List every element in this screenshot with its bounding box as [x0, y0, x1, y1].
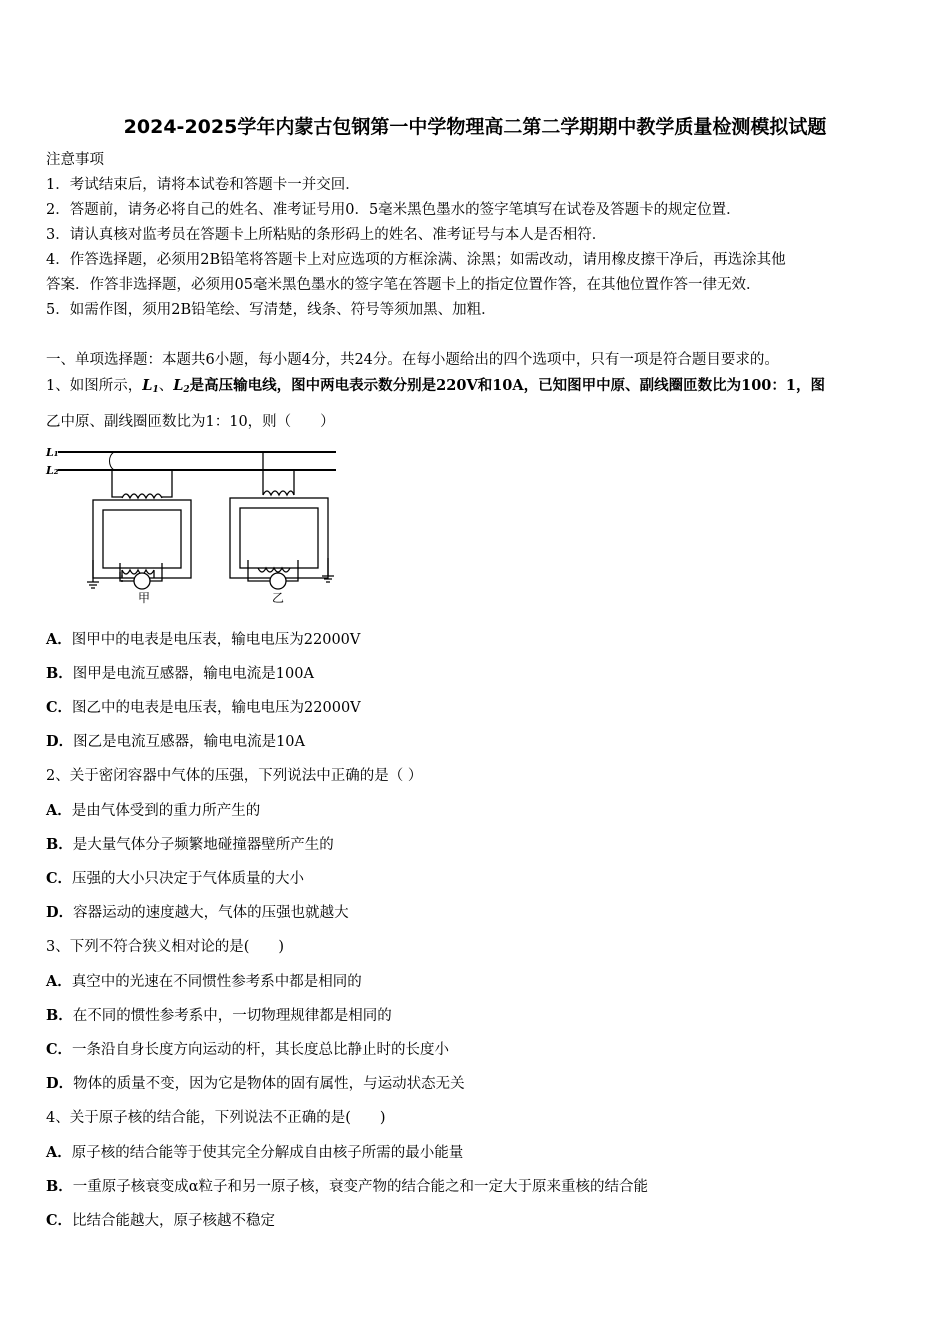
q1-option-b: B．图甲是电流互感器，输电电流是100A: [46, 665, 314, 682]
notice-item: 2．答题前，请务必将自己的姓名、准考证号用0．5毫米黑色墨水的签字笔填写在试卷及答题卡的规定位置．: [46, 202, 741, 218]
q1-suffix: 是高压输电线，图中两电表示数分别是220V和10A，已知图甲中原、副线圈匝数比为100：1，图: [189, 377, 825, 394]
notice-item: 答案．作答非选择题，必须用05毫米黑色墨水的签字笔在答题卡上的指定位置作答，在其他位置作答一律无效．: [46, 277, 761, 293]
question-3-stem: 3、下列不符合狭义相对论的是( ): [46, 939, 285, 955]
q1-sep: 、: [158, 378, 174, 394]
question-4-stem: 4、关于原子核的结合能，下列说法不正确的是( ): [46, 1110, 386, 1126]
core-inner-right: [240, 508, 318, 568]
question-1-stem-line2: 乙中原、副线圈匝数比为1：10，则（ ）: [46, 414, 335, 430]
q4-option-a: A．原子核的结合能等于使其完全分解成自由核子所需的最小能量: [46, 1144, 464, 1161]
question-1-stem-line1: [46, 376, 825, 400]
q3-option-a: A．真空中的光速在不同惯性参考系中都是相同的: [46, 973, 362, 990]
page-title: 2024-2025学年内蒙古包钢第一中学物理高二第二学期期中教学质量检测模拟试题: [123, 116, 827, 138]
q2-option-c: C．压强的大小只决定于气体质量的大小: [46, 870, 305, 887]
q4-option-c: C．比结合能越大，原子核越不稳定: [46, 1212, 276, 1229]
q1-option-d: D．图乙是电流互感器，输电电流是10A: [46, 733, 305, 750]
q3-option-b: B．在不同的惯性参考系中，一切物理规律都是相同的: [46, 1007, 392, 1024]
notice-item: 3．请认真核对监考员在答题卡上所粘贴的条形码上的姓名、准考证号与本人是否相符．: [46, 227, 607, 243]
caption-right: 乙: [272, 591, 285, 605]
wire-label-l1: $L_1$: [142, 377, 159, 395]
section-heading: 一、单项选择题：本题共6小题，每小题4分，共24分。在每小题给出的四个选项中，只有一项是符合题目要求的。: [46, 352, 779, 368]
wire-label-l2: $L_2$: [173, 377, 190, 395]
wire-label-l1-figure: L₁: [46, 446, 59, 459]
q1-option-c: C．图乙中的电表是电压表，输电电压为22000V: [46, 699, 361, 716]
core-inner-left: [103, 510, 181, 568]
core-outer-left: [93, 500, 191, 578]
q2-option-a: A．是由气体受到的重力所产生的: [46, 802, 261, 819]
q4-option-b: B．一重原子核衰变成α粒子和另一原子核，衰变产物的结合能之和一定大于原来重核的结合能: [46, 1178, 649, 1195]
notice-item: 4．作答选择题，必须用2B铅笔将答题卡上对应选项的方框涂满、涂黑；如需改动，请用橡皮擦干净后，再选涂其他: [46, 252, 786, 268]
caption-left: 甲: [138, 591, 151, 605]
notice-item: 5．如需作图，须用2B铅笔绘、写清楚，线条、符号等须加黑、加粗．: [46, 302, 496, 318]
transformer-circuit-figure: [44, 440, 344, 610]
meter-right: [270, 573, 286, 589]
notice-heading: 注意事项: [46, 152, 104, 168]
q2-option-d: D．容器运动的速度越大，气体的压强也就越大: [46, 904, 349, 921]
q3-option-d: D．物体的质量不变，因为它是物体的固有属性，与运动状态无关: [46, 1075, 465, 1092]
question-2-stem: 2、关于密闭容器中气体的压强，下列说法中正确的是（ ）: [46, 768, 423, 784]
q3-option-c: C．一条沿自身长度方向运动的杆，其长度总比静止时的长度小: [46, 1041, 450, 1058]
q1-prefix: 1、如图所示，: [46, 378, 143, 394]
q1-option-a: A．图甲中的电表是电压表，输电电压为22000V: [46, 631, 361, 648]
wire-label-l2-figure: L₂: [46, 464, 59, 477]
meter-left: [134, 573, 150, 589]
core-outer-right: [230, 498, 328, 578]
notice-item: 1．考试结束后，请将本试卷和答题卡一并交回．: [46, 177, 360, 193]
q2-option-b: B．是大量气体分子频繁地碰撞器壁所产生的: [46, 836, 334, 853]
